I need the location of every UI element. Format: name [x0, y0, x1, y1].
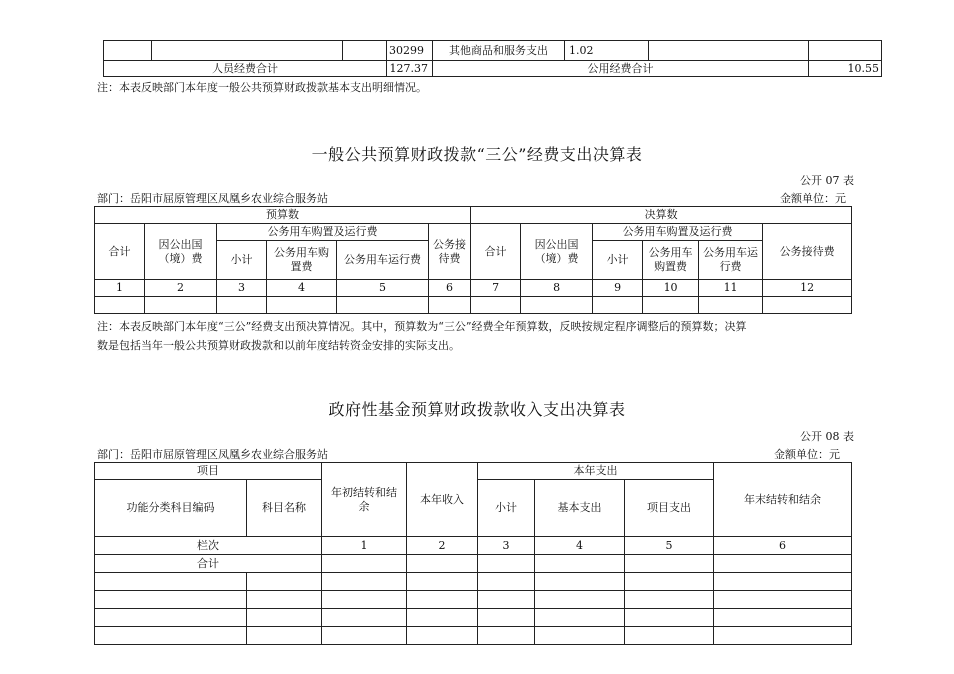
col-income: 本年收入	[407, 463, 478, 537]
table07-note-line1: 注：本表反映部门本年度“三公”经费支出预决算情况。其中，预算数为“三公”经费全年预算数，反映按规定程序调整后的预算数；决算	[97, 320, 747, 333]
col-number: 9	[593, 280, 643, 297]
col-vehicle-purchase: 公务用车购置费	[643, 241, 699, 280]
table08-code: 公开 08 表	[800, 430, 854, 443]
data-cell	[535, 591, 625, 609]
data-cell	[407, 627, 478, 645]
data-cell	[322, 555, 407, 573]
cell-empty	[104, 41, 152, 61]
public-total-value: 10.55	[809, 61, 882, 77]
data-cell	[625, 573, 714, 591]
top-note: 注：本表反映部门本年度一般公共预算财政拨款基本支出明细情况。	[97, 81, 427, 94]
col-number: 5	[337, 280, 429, 297]
col-number: 6	[429, 280, 471, 297]
col-number: 6	[714, 537, 852, 555]
data-cell	[699, 297, 763, 314]
final-header: 决算数	[471, 207, 852, 224]
col-vehicle-group: 公务用车购置及运行费	[593, 224, 763, 241]
table07-code: 公开 07 表	[800, 174, 854, 187]
col-number: 5	[625, 537, 714, 555]
data-cell	[625, 555, 714, 573]
personnel-total-value: 127.37	[387, 61, 433, 77]
table07-note-line2: 数是包括当年一般公共预算财政拨款和以前年度结转资金安排的实际支出。	[97, 339, 460, 352]
cell-empty	[809, 41, 882, 61]
data-cell	[714, 609, 852, 627]
data-cell	[625, 627, 714, 645]
data-cell	[478, 573, 535, 591]
data-cell	[478, 555, 535, 573]
data-cell	[267, 297, 337, 314]
cell-empty	[343, 41, 387, 61]
col-number: 4	[535, 537, 625, 555]
data-cell	[625, 609, 714, 627]
public-total-label: 公用经费合计	[433, 61, 809, 77]
col-number: 8	[521, 280, 593, 297]
table08-title: 政府性基金预算财政拨款收入支出决算表	[328, 400, 626, 419]
col-total: 合计	[471, 224, 521, 280]
col-number: 3	[478, 537, 535, 555]
expense-name: 其他商品和服务支出	[433, 41, 565, 61]
budget-header: 预算数	[95, 207, 471, 224]
data-cell	[471, 297, 521, 314]
col-number: 1	[95, 280, 145, 297]
basic-expense-table-fragment	[103, 40, 882, 77]
data-cell	[535, 627, 625, 645]
data-cell	[247, 573, 322, 591]
col-reception: 公务接待费	[429, 224, 471, 280]
data-cell	[407, 555, 478, 573]
data-cell	[478, 591, 535, 609]
col-func-code: 功能分类科目编码	[95, 480, 247, 537]
data-cell	[247, 591, 322, 609]
data-cell	[429, 297, 471, 314]
data-cell	[95, 609, 247, 627]
col-number: 12	[763, 280, 852, 297]
col-number: 1	[322, 537, 407, 555]
data-cell	[763, 297, 852, 314]
data-cell	[535, 573, 625, 591]
col-abroad: 因公出国（境）费	[145, 224, 217, 280]
col-total: 合计	[95, 224, 145, 280]
personnel-total-label: 人员经费合计	[104, 61, 387, 77]
data-cell	[217, 297, 267, 314]
col-number: 10	[643, 280, 699, 297]
data-cell	[407, 573, 478, 591]
col-subject-name: 科目名称	[247, 480, 322, 537]
data-cell	[95, 297, 145, 314]
gov-fund-table	[94, 462, 852, 645]
data-cell	[145, 297, 217, 314]
col-expense: 本年支出	[478, 463, 714, 480]
data-cell	[337, 297, 429, 314]
col-number: 7	[471, 280, 521, 297]
data-cell	[322, 573, 407, 591]
col-vehicle-run: 公务用车运行费	[699, 241, 763, 280]
table07-department: 部门：岳阳市屈原管理区凤凰乡农业综合服务站	[97, 192, 328, 205]
data-cell	[407, 609, 478, 627]
data-cell	[247, 609, 322, 627]
col-end-balance: 年末结转和结余	[714, 463, 852, 537]
col-number: 4	[267, 280, 337, 297]
table08-unit: 金额单位：元	[774, 448, 840, 461]
data-cell	[95, 591, 247, 609]
data-cell	[322, 609, 407, 627]
col-number: 2	[145, 280, 217, 297]
data-cell	[714, 555, 852, 573]
col-number: 3	[217, 280, 267, 297]
data-cell	[322, 627, 407, 645]
three-public-expense-table	[94, 206, 852, 314]
data-cell	[593, 297, 643, 314]
col-vehicle-run: 公务用车运行费	[337, 241, 429, 280]
data-cell	[625, 591, 714, 609]
col-abroad: 因公出国（境）费	[521, 224, 593, 280]
col-subtotal: 小计	[478, 480, 535, 537]
col-item: 项目	[95, 463, 322, 480]
data-cell	[407, 591, 478, 609]
col-project: 项目支出	[625, 480, 714, 537]
data-cell	[521, 297, 593, 314]
col-number: 11	[699, 280, 763, 297]
total-label: 合计	[95, 555, 322, 573]
data-cell	[714, 591, 852, 609]
data-cell	[714, 627, 852, 645]
data-cell	[643, 297, 699, 314]
col-vehicle-group: 公务用车购置及运行费	[217, 224, 429, 241]
data-cell	[478, 609, 535, 627]
data-cell	[478, 627, 535, 645]
row-label: 栏次	[95, 537, 322, 555]
col-subtotal: 小计	[217, 241, 267, 280]
col-vehicle-purchase: 公务用车购置费	[267, 241, 337, 280]
cell-empty	[152, 41, 343, 61]
table08-department: 部门：岳阳市屈原管理区凤凰乡农业综合服务站	[97, 448, 328, 461]
col-number: 2	[407, 537, 478, 555]
table07-unit: 金额单位：元	[780, 192, 846, 205]
cell-empty	[649, 41, 809, 61]
table07-title: 一般公共预算财政拨款“三公”经费支出决算表	[311, 145, 643, 164]
data-cell	[714, 573, 852, 591]
col-subtotal: 小计	[593, 241, 643, 280]
col-begin-balance: 年初结转和结余	[322, 463, 407, 537]
data-cell	[535, 555, 625, 573]
data-cell	[535, 609, 625, 627]
col-reception: 公务接待费	[763, 224, 852, 280]
data-cell	[95, 573, 247, 591]
col-basic: 基本支出	[535, 480, 625, 537]
expense-code: 30299	[387, 41, 433, 61]
expense-amount: 1.02	[565, 41, 649, 61]
data-cell	[95, 627, 247, 645]
data-cell	[322, 591, 407, 609]
data-cell	[247, 627, 322, 645]
